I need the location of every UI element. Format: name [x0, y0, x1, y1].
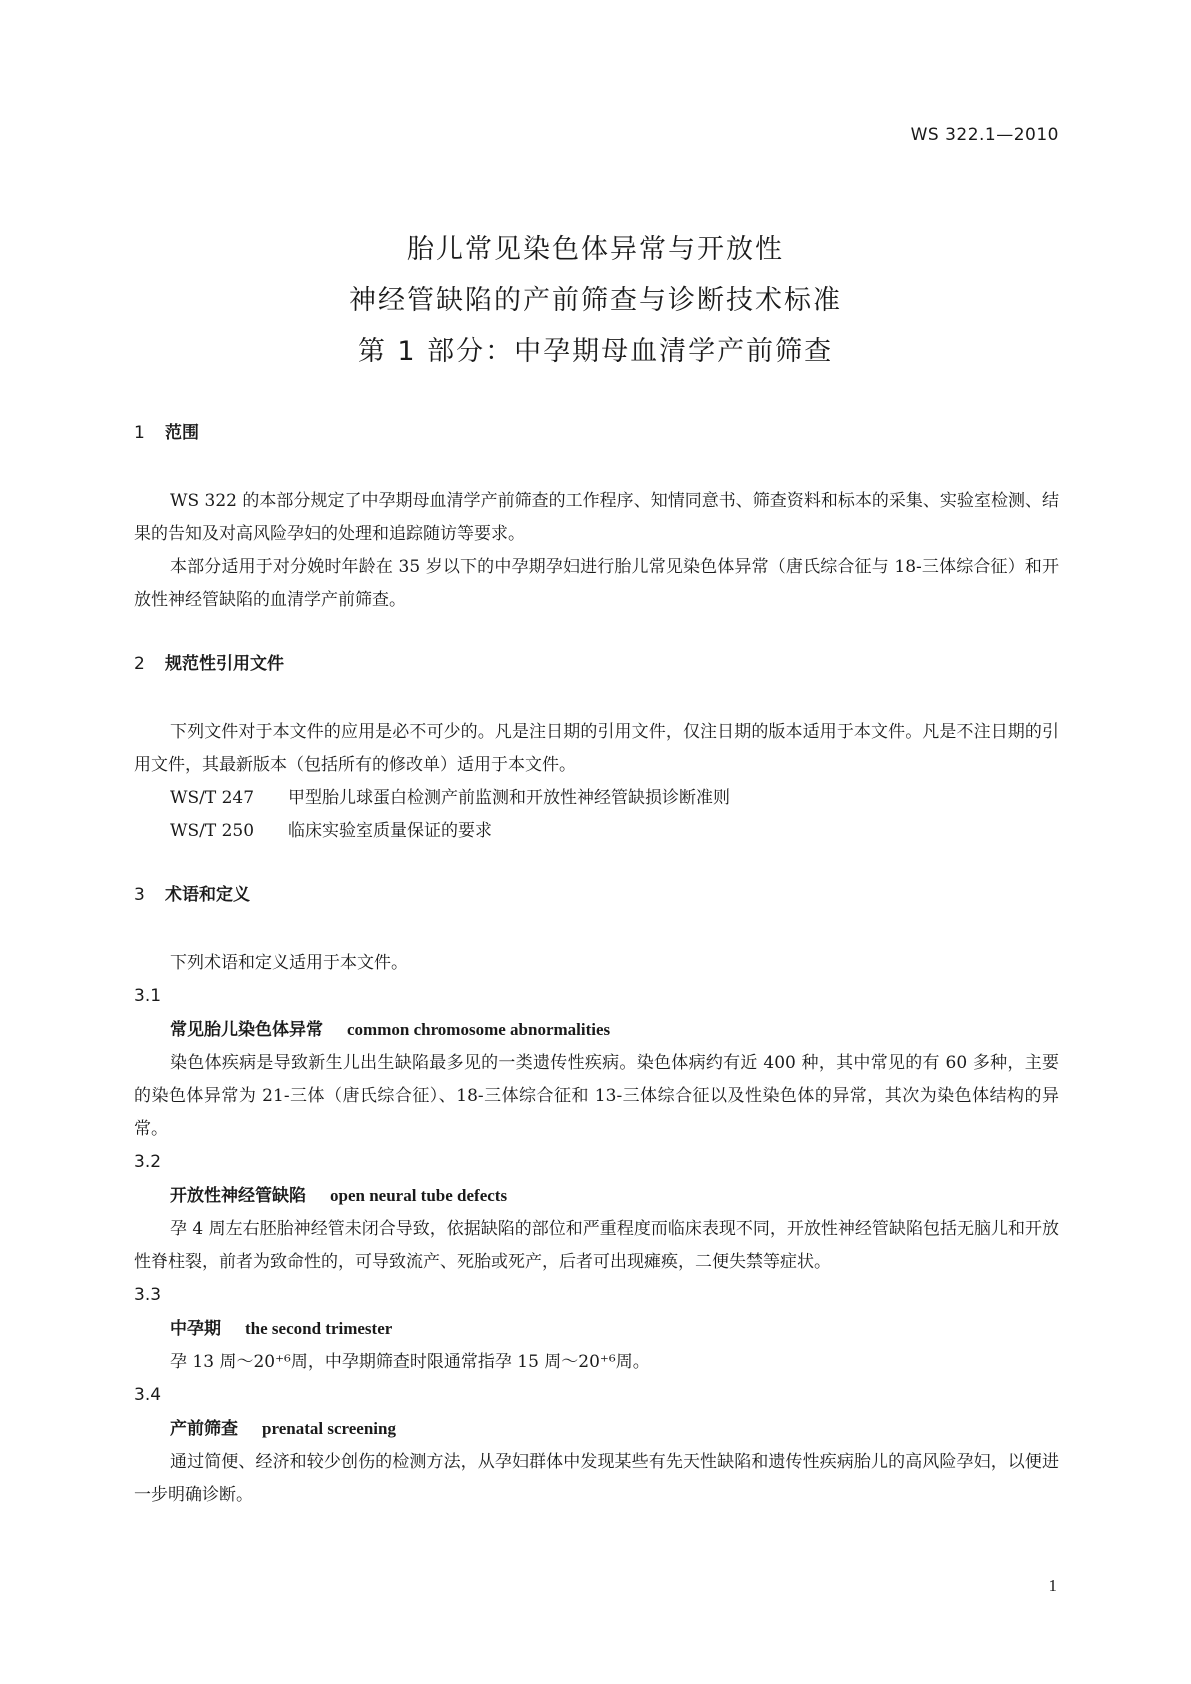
- term-definition: 染色体疾病是导致新生儿出生缺陷最多见的一类遗传性疾病。染色体病约有近 400 种，其中常见的有 60 多种，主要的染色体异常为 21-三体（唐氏综合征）、18-三体综合征和 13-三体综合征以及性染色体的异常，其次为染色体结构的异常。: [134, 1053, 1059, 1139]
- section-1-title: 范围: [165, 423, 199, 443]
- section-2-title: 规范性引用文件: [165, 654, 284, 674]
- reference-code: WS/T 247: [170, 788, 255, 808]
- term-chinese: 中孕期: [170, 1319, 221, 1339]
- term-chinese: 产前筛查: [170, 1419, 238, 1439]
- document-body: [134, 419, 1059, 1512]
- term-english: the second trimester: [245, 1319, 393, 1338]
- page-number: 1: [1048, 1576, 1057, 1595]
- term-number: 3.1: [134, 986, 162, 1006]
- section-1-number: 1: [134, 423, 145, 443]
- term-chinese: 常见胎儿染色体异常: [170, 1020, 323, 1040]
- term-definition: 孕 13 周～20⁺⁶周，中孕期筛查时限通常指孕 15 周～20⁺⁶周。: [170, 1352, 650, 1372]
- reference-title: 甲型胎儿球蛋白检测产前监测和开放性神经管缺损诊断准则: [288, 788, 730, 808]
- term-definition: 通过简便、经济和较少创伤的检测方法，从孕妇群体中发现某些有先天性缺陷和遗传性疾病胎儿的高风险孕妇，以便进一步明确诊断。: [134, 1452, 1059, 1505]
- section-1-heading: [134, 419, 1059, 448]
- section-1-paragraph-1: WS 322 的本部分规定了中孕期母血清学产前筛查的工作程序、知情同意书、筛查资料和标本的采集、实验室检测、结果的告知及对高风险孕妇的处理和追踪随访等要求。: [134, 491, 1059, 544]
- section-2-heading: [134, 650, 1059, 679]
- term-english: common chromosome abnormalities: [347, 1020, 611, 1039]
- term-heading: [134, 1179, 1059, 1213]
- term-english: prenatal screening: [262, 1419, 396, 1438]
- term-chinese: 开放性神经管缺陷: [170, 1186, 306, 1206]
- section-3-title: 术语和定义: [165, 885, 250, 905]
- reference-item: [134, 782, 1059, 815]
- reference-title: 临床实验室质量保证的要求: [288, 821, 492, 841]
- section-3-number: 3: [134, 885, 145, 905]
- reference-item: [134, 815, 1059, 848]
- section-2-paragraph-1: 下列文件对于本文件的应用是必不可少的。凡是注日期的引用文件，仅注日期的版本适用于本文件。凡是不注日期的引用文件，其最新版本（包括所有的修改单）适用于本文件。: [134, 722, 1059, 775]
- term-english: open neural tube defects: [330, 1186, 508, 1205]
- document-title: [0, 224, 1191, 377]
- section-3-intro: 下列术语和定义适用于本文件。: [170, 953, 408, 973]
- term-heading: [134, 1013, 1059, 1047]
- term-number: 3.3: [134, 1285, 162, 1305]
- title-line-1: 胎儿常见染色体异常与开放性: [407, 234, 784, 265]
- title-line-2: 神经管缺陷的产前筛查与诊断技术标准: [349, 285, 842, 316]
- term-number: 3.2: [134, 1152, 162, 1172]
- title-line-3: 第 1 部分：中孕期母血清学产前筛查: [357, 336, 834, 367]
- term-number: 3.4: [134, 1385, 162, 1405]
- term-definition: 孕 4 周左右胚胎神经管未闭合导致，依据缺陷的部位和严重程度而临床表现不同，开放性神经管缺陷包括无脑儿和开放性脊柱裂，前者为致命性的，可导致流产、死胎或死产，后者可出现瘫痪，二便失禁等症状。: [134, 1219, 1059, 1272]
- spacer: [134, 617, 1059, 650]
- reference-code: WS/T 250: [170, 821, 255, 841]
- spacer: [134, 848, 1059, 881]
- section-1-paragraph-2: 本部分适用于对分娩时年龄在 35 岁以下的中孕期孕妇进行胎儿常见染色体异常（唐氏综合征与 18-三体综合征）和开放性神经管缺陷的血清学产前筛查。: [134, 557, 1059, 610]
- section-3-heading: [134, 881, 1059, 910]
- term-heading: [134, 1312, 1059, 1346]
- term-heading: [134, 1412, 1059, 1446]
- document-code: WS 322.1—2010: [910, 125, 1059, 145]
- section-2-number: 2: [134, 654, 145, 674]
